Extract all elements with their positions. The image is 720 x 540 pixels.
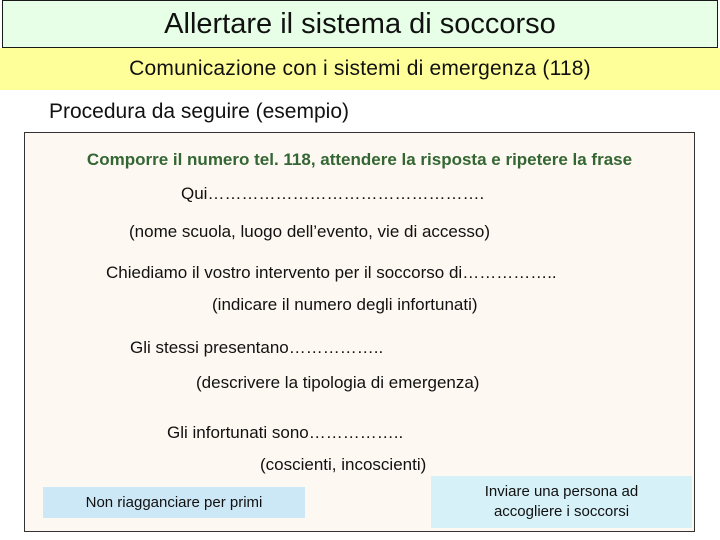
page-subtitle: Comunicazione con i sistemi di emergenza (118) (129, 57, 591, 80)
subtitle-bar (0, 48, 720, 90)
note-do-not-hang-up (43, 487, 305, 518)
procedure-hint-location: (nome scuola, luogo dell’evento, vie di accesso) (129, 222, 490, 241)
note-send-person-line1: Inviare una persona ad (484, 483, 639, 500)
procedure-line-request: Chiediamo il vostro intervento per il soccorso di…………….. (106, 263, 557, 282)
procedure-instruction: Comporre il numero tel. 118, attendere la risposta e ripetere la frase (86, 150, 633, 169)
procedure-line-qui: Qui…………………………………………. (181, 184, 485, 203)
procedure-line-symptoms: Gli stessi presentano…………….. (130, 338, 384, 357)
note-send-person (431, 476, 692, 528)
note-do-not-hang-up-label: Non riagganciare per primi (85, 494, 263, 511)
procedure-hint-count: (indicare il numero degli infortunati) (212, 295, 478, 314)
title-box (2, 0, 718, 48)
procedure-line-injured: Gli infortunati sono…………….. (167, 423, 404, 442)
note-send-person-line2: accogliere i soccorsi (493, 503, 630, 520)
procedure-label: Procedura da seguire (esempio) (49, 100, 349, 123)
page-title: Allertare il sistema di soccorso (164, 7, 556, 40)
procedure-box (24, 132, 695, 532)
procedure-hint-conscious: (coscienti, incoscienti) (260, 455, 427, 474)
procedure-hint-emergency: (descrivere la tipologia di emergenza) (196, 373, 480, 392)
